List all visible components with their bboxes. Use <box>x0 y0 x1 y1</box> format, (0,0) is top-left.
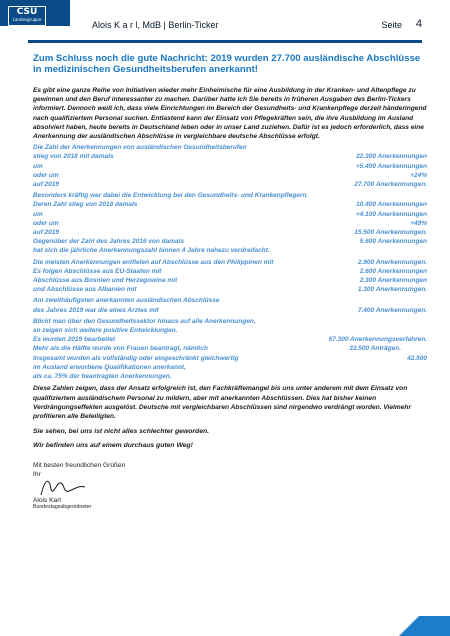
stats-label: oder um <box>33 219 59 227</box>
stats-label: Abschlüsse aus Bosnien und Herzegowina mit <box>33 277 178 285</box>
stats-label: um <box>33 162 43 170</box>
stats-value: +24% <box>410 171 427 179</box>
stats-row <box>33 228 427 237</box>
stats-row <box>33 267 427 276</box>
stats-value: 22.300 Anerkennungen <box>356 153 427 161</box>
stats-label: Die meisten Anerkennungen entfielen auf Abschlüsse aus den Philippinen mit <box>33 258 274 266</box>
stats-line: Besonders kräftig war dabei die Entwicklung bei den Gesundheits- und Krankenpflegern. <box>33 192 309 200</box>
stats-line: Die Zahl der Anerkennungen von ausländischen Gesundheitsberufen <box>33 144 247 152</box>
stats-row <box>33 276 427 285</box>
stats-label: Es wurden 2019 bearbeitet <box>33 336 116 344</box>
stats-value: +4.100 Anerkennungen <box>355 210 427 218</box>
stats-row <box>33 219 427 228</box>
stats-label: Mehr als die Hälfte wurde von Frauen beantragt, nämlich <box>33 345 208 353</box>
greeting-line: Mit besten freundlichen Grüßen <box>33 462 126 470</box>
stats-label: auf 2019 <box>33 181 60 189</box>
signature-name: Alois Karl <box>33 497 61 505</box>
stats-value: 27.700 Anerkennungen. <box>354 181 427 189</box>
stats-row <box>33 335 427 344</box>
stats-label: Gegenüber der Zahl des Jahres 2016 von damals <box>33 238 185 246</box>
stats-value: 1.300 Anerkennungen. <box>357 286 427 294</box>
stats-value: 10.400 Anerkennungen <box>356 201 427 209</box>
page-number: 4 <box>415 18 422 30</box>
stats-label: Insgesamt wurden als vollständig oder eingeschränkt gleichwertig <box>33 354 239 362</box>
closing-line-2: Wir befinden uns auf einem durchaus guten Weg! <box>33 441 193 449</box>
stats-value: 2.900 Anerkennungen. <box>357 258 427 266</box>
stats-row <box>33 258 427 267</box>
stats-line: hat sich die jährliche Anerkennungszahl binnen 4 Jahre nahezu verdreifacht. <box>33 247 270 255</box>
logo-subtext: Landesgruppe <box>12 17 42 22</box>
footer-corner-decoration <box>370 616 450 636</box>
stats-row <box>33 180 427 189</box>
stats-label: Deren Zahl stieg von 2018 damals <box>33 201 138 209</box>
article-body <box>33 86 427 510</box>
stats-label: oder um <box>33 171 59 179</box>
stats-line: Blickt man über den Gesundheitssektor hinaus auf alle Anerkennungen, <box>33 317 256 325</box>
stats-row <box>33 306 427 315</box>
stats-row <box>33 237 427 246</box>
stats-row <box>33 210 427 219</box>
greeting-ihr: Ihr <box>33 470 41 478</box>
stats-label: stieg von 2018 mit damals <box>33 153 114 161</box>
signature-role: Bundestagsabgeordneter <box>33 504 92 511</box>
stats-row <box>33 285 427 294</box>
signature-scribble <box>39 475 99 499</box>
stats-label: um <box>33 210 43 218</box>
stats-row <box>33 354 427 363</box>
stats-line: als ca. 75% der beantragten Anerkennungen. <box>33 373 172 381</box>
stats-section-health-professions <box>33 143 427 189</box>
stats-section-overall <box>33 317 427 381</box>
stats-value: 2.600 Anerkennungen <box>359 267 427 275</box>
stats-value: 2.300 Anerkennungen <box>359 277 427 285</box>
stats-label: des Jahres 2019 war die eines Arztes mit <box>33 306 159 314</box>
stats-row <box>33 152 427 161</box>
stats-section-nursing <box>33 191 427 255</box>
logo-text: CSU <box>16 7 38 17</box>
headline: Zum Schluss noch die gute Nachricht: 2019 wurden 27.700 ausländische Abschlüsse in medizinischen Gesundheitsberufen anerkannt! <box>33 53 421 75</box>
stats-row <box>33 200 427 209</box>
closing-line-1: Sie sehen, bei uns ist nicht alles schlechter geworden. <box>33 428 210 436</box>
stats-line: im Ausland erworbene Qualifikationen anerkannt, <box>33 363 186 371</box>
header-divider <box>28 40 422 43</box>
stats-value: 5.600 Anerkennungen <box>359 238 427 246</box>
csu-logo <box>8 6 46 26</box>
stats-line: Am zweithäufigsten anerkannten ausländischen Abschlüsse <box>33 297 220 305</box>
page-label: Seite <box>381 20 402 30</box>
stats-label: Es folgen Abschlüsse aus EU-Staaten mit <box>33 267 162 275</box>
stats-value: +49% <box>410 219 427 227</box>
stats-label: auf 2019 <box>33 229 60 237</box>
stats-value: 42.500 <box>407 354 427 362</box>
intro-paragraph: Es gibt eine ganze Reihe von Initiativen wieder mehr Einheimische für eine Ausbildung in der Kranken- und Altenpflege zu gewinnen und den Beruf interessanter zu machen. Darüber hatte ich Sie bereits in früheren Ausgaben des Berlin-Tickers informiert. Dennoch weiß ich, dass viele Einrichtungen im Bereich der Gesundheits- und Krankenpflege derzeit händeringend nach qualifiziertem Personal suchen. Entlastend kann der Einsatz von Pflegekräften sein, die ihre Ausbildung im Ausland absolviert haben, heute bereits in Deutschland leben oder in unser Land zuziehen. Dafür ist es jedoch erforderlich, dass eine Anerkennung der ausländischen Abschlüsse in vergleichbare deutsche Abschlüsse erfolgt. <box>33 87 427 141</box>
stats-value: 57.300 Anerkennungsverfahren. <box>328 336 427 344</box>
stats-section-countries <box>33 258 427 295</box>
stats-value: 33.500 Anträgen. <box>349 345 401 353</box>
signature <box>33 479 427 497</box>
header-title: Alois K a r l, MdB | Berlin-Ticker <box>92 20 219 30</box>
stats-label: und Abschlüsse aus Albanien mit <box>33 286 137 294</box>
page-header <box>92 18 422 34</box>
stats-value: +5.400 Anerkennungen <box>355 162 427 170</box>
stats-line: so zeigen sich weitere positive Entwicklungen. <box>33 327 178 335</box>
closing-paragraph: Diese Zahlen zeigen, dass der Ansatz erfolgreich ist, den Fachkräftemangel bis uns unter anderem mit dem Einsatz von qualifiziertem ausländischem Personal zu mildern, aber mit anerkannten Abschlüssen. Dies hat bisher keinen Verdrängungseffekten ausgelöst. Deutsche mit vergleichbaren Abschlüssen sind nirgendwo verdrängt worden. Vielmehr profitieren alle Beteiligten. <box>33 385 412 420</box>
stats-value: 7.400 Anerkennungen. <box>357 306 427 314</box>
stats-row <box>33 171 427 180</box>
stats-row <box>33 344 427 353</box>
stats-section-doctors <box>33 296 427 314</box>
stats-row <box>33 162 427 171</box>
stats-value: 15.500 Anerkennungen. <box>354 229 427 237</box>
